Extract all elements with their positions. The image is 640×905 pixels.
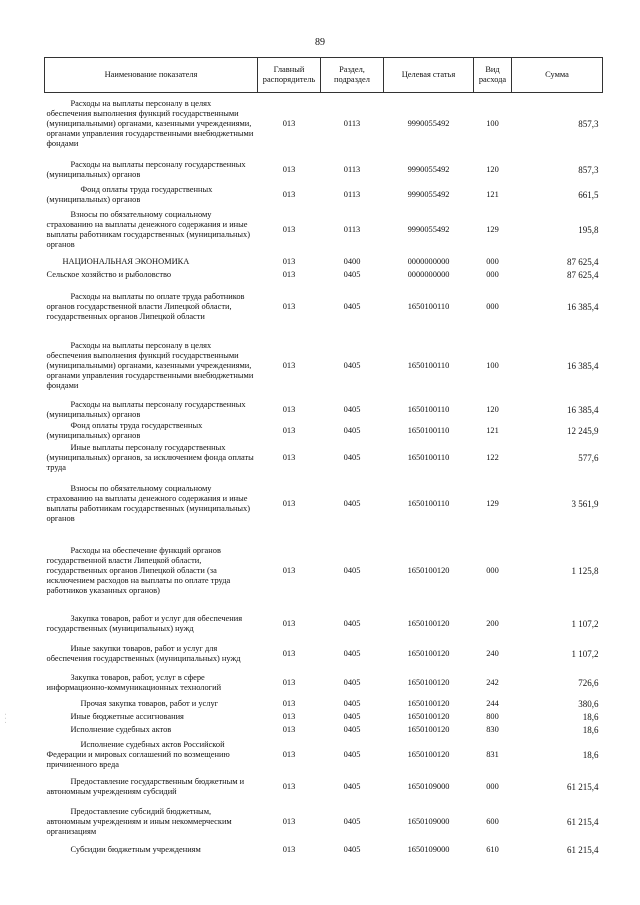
row-sum: 380,6 [578,698,599,709]
row-name: Сельское хозяйство и рыболовство [46,269,172,279]
row-name: Прочая закупка товаров, работ и услуг [80,698,219,708]
row-section: 0113 [343,224,361,234]
row-target: 0000000000 [407,269,450,279]
row-sum: 61 215,4 [567,816,599,827]
row-name: Фонд оплаты труда государственных (муниципальных) органов [46,420,203,440]
table-row [45,773,603,801]
row-sum: 577,6 [578,452,599,463]
row-main-manager: 013 [282,224,296,234]
row-sum: 87 625,4 [567,269,599,280]
row-name: Исполнение судебных актов [70,724,172,734]
table-row [45,609,603,639]
row-target: 9990055492 [407,118,450,128]
row-sum: 3 561,9 [571,498,599,509]
row-name: Взносы по обязательному социальному страхованию на выплаты денежного содержания и иные выплаты работникам государственных (муниципальных) органов [46,483,251,523]
table-row [45,697,603,711]
row-target: 1650109000 [407,844,450,854]
row-name: Расходы на выплаты по оплате труда работников органов государственной власти Липецкой области, государственных органов Липецкой области [46,291,245,321]
row-name: Расходы на обеспечение функций органов государственной власти Липецкой области, государственных органов Липецкой области (за исключением расходов на выплаты по оплате труда работников указанных органов) [46,545,231,595]
table-row [45,185,603,205]
table-row [45,205,603,255]
table-row [45,399,603,421]
header-main-manager: Главный распорядитель [258,58,321,93]
row-name: Взносы по обязательному социальному страхованию на выплаты денежного содержания и иные выплаты работникам государственных (муниципальных) органов [46,209,251,249]
row-main-manager: 013 [282,118,296,128]
header-target: Целевая статья [384,58,474,93]
row-target: 1650100120 [407,698,450,708]
row-main-manager: 013 [282,711,296,721]
row-section: 0405 [343,565,361,575]
table-row [45,533,603,609]
row-name: Расходы на выплаты персоналу государственных (муниципальных) органов [46,399,246,419]
page-number: 89 [315,37,325,48]
row-sum: 857,3 [578,118,599,129]
row-type: 000 [486,781,499,791]
row-section: 0113 [343,189,361,199]
table-row [45,669,603,697]
row-type: 122 [486,452,499,462]
table-row [45,843,603,857]
row-type: 242 [486,677,499,687]
row-target: 1650100120 [407,677,450,687]
row-type: 129 [486,224,499,234]
row-main-manager: 013 [282,648,296,658]
row-target: 0000000000 [407,256,450,266]
row-main-manager: 013 [282,256,296,266]
table-row [45,255,603,269]
row-sum: 1 107,2 [571,648,599,659]
row-sum: 12 245,9 [567,425,599,436]
row-main-manager: 013 [282,749,296,759]
row-name: Расходы на выплаты персоналу в целях обеспечения выполнения функций государственными (муниципальными) органами, казенными учреждениями, органами управления государственными внебюджетными фондами [46,98,254,148]
row-section: 0405 [343,781,361,791]
row-sum: 16 385,4 [567,360,599,371]
row-type: 121 [486,189,499,199]
row-target: 1650100120 [407,618,450,628]
row-type: 000 [486,269,499,279]
row-target: 1650100120 [407,648,450,658]
row-type: 200 [486,618,499,628]
row-main-manager: 013 [282,816,296,826]
row-section: 0113 [343,118,361,128]
row-type: 120 [486,164,499,174]
row-name: Закупка товаров, работ и услуг для обеспечения государственных (муниципальных) нужд [46,613,243,633]
row-name: Иные выплаты персоналу государственных (муниципальных) органов, за исключением фонда оплаты труда [46,442,254,472]
row-type: 100 [486,118,499,128]
row-main-manager: 013 [282,404,296,414]
row-section: 0113 [343,164,361,174]
row-section: 0405 [343,844,361,854]
row-type: 600 [486,816,499,826]
row-target: 1650100120 [407,749,450,759]
row-type: 000 [486,565,499,575]
row-type: 240 [486,648,499,658]
row-type: 100 [486,360,499,370]
row-main-manager: 013 [282,425,296,435]
row-name: Предоставление субсидий бюджетным, автономным учреждениям и иным некоммерческим организациям [46,806,232,836]
row-name: Расходы на выплаты персоналу государственных (муниципальных) органов [46,159,246,179]
row-target: 1650100110 [407,498,450,508]
row-type: 120 [486,404,499,414]
row-section: 0405 [343,711,361,721]
row-type: 000 [486,301,499,311]
row-type: 000 [486,256,499,266]
row-sum: 195,8 [578,224,599,235]
table-row [45,281,603,333]
row-main-manager: 013 [282,618,296,628]
table-row [45,93,603,155]
row-section: 0405 [343,618,361,628]
row-type: 800 [486,711,499,721]
row-name: НАЦИОНАЛЬНАЯ ЭКОНОМИКА [62,256,190,266]
row-section: 0405 [343,425,361,435]
row-section: 0405 [343,301,361,311]
table-row [45,801,603,843]
row-sum: 61 215,4 [567,781,599,792]
row-name: Предоставление государственным бюджетным и автономным учреждениям субсидий [46,776,245,796]
row-section: 0405 [343,816,361,826]
table-row [45,723,603,737]
margin-stamp: · · · [2,713,10,724]
header-name: Наименование показателя [45,58,258,93]
table-row [45,333,603,399]
header-type: Вид расхода [474,58,512,93]
table-row [45,711,603,723]
row-section: 0405 [343,749,361,759]
table-row [45,421,603,441]
row-sum: 18,6 [582,749,599,760]
table-header-row [45,58,603,93]
row-sum: 1 125,8 [571,565,599,576]
budget-table [44,57,603,857]
row-target: 1650109000 [407,816,450,826]
row-sum: 857,3 [578,164,599,175]
table-row [45,475,603,533]
row-main-manager: 013 [282,677,296,687]
row-section: 0405 [343,452,361,462]
row-main-manager: 013 [282,724,296,734]
row-target: 1650100110 [407,360,450,370]
row-name: Иные бюджетные ассигнования [70,711,184,721]
table-row [45,639,603,669]
row-target: 1650100110 [407,301,450,311]
row-type: 121 [486,425,499,435]
row-target: 1650100110 [407,404,450,414]
row-section: 0405 [343,677,361,687]
row-main-manager: 013 [282,189,296,199]
row-type: 129 [486,498,499,508]
header-sum: Сумма [512,58,603,93]
table-row [45,737,603,773]
row-section: 0405 [343,724,361,734]
row-target: 9990055492 [407,189,450,199]
header-section: Раздел, подраздел [321,58,384,93]
row-type: 244 [486,698,499,708]
row-section: 0405 [343,698,361,708]
row-name: Расходы на выплаты персоналу в целях обеспечения выполнения функций государственными (муниципальными) органами, казенными учреждениями, органами управления государственными внебюджетными фондами [46,340,254,390]
row-target: 1650100110 [407,452,450,462]
row-target: 1650100120 [407,711,450,721]
row-type: 830 [486,724,499,734]
row-main-manager: 013 [282,360,296,370]
row-section: 0405 [343,360,361,370]
row-name: Исполнение судебных актов Российской Федерации и мировых соглашений по возмещению причиненного вреда [46,739,230,769]
row-main-manager: 013 [282,452,296,462]
row-sum: 16 385,4 [567,404,599,415]
row-main-manager: 013 [282,844,296,854]
row-section: 0405 [343,648,361,658]
table-row [45,269,603,281]
row-sum: 18,6 [582,724,599,735]
row-main-manager: 013 [282,269,296,279]
row-type: 831 [486,749,499,759]
row-section: 0400 [343,256,361,266]
row-main-manager: 013 [282,781,296,791]
row-main-manager: 013 [282,164,296,174]
row-target: 1650109000 [407,781,450,791]
row-target: 9990055492 [407,164,450,174]
row-target: 9990055492 [407,224,450,234]
row-main-manager: 013 [282,565,296,575]
row-sum: 18,6 [582,711,599,722]
row-sum: 61 215,4 [567,844,599,855]
table-row [45,155,603,185]
row-section: 0405 [343,498,361,508]
row-sum: 661,5 [578,189,599,200]
row-target: 1650100120 [407,724,450,734]
row-name: Субсидии бюджетным учреждениям [70,844,201,854]
row-main-manager: 013 [282,498,296,508]
row-main-manager: 013 [282,301,296,311]
row-target: 1650100110 [407,425,450,435]
row-target: 1650100120 [407,565,450,575]
row-sum: 1 107,2 [571,618,599,629]
row-sum: 16 385,4 [567,301,599,312]
row-section: 0405 [343,404,361,414]
row-name: Закупка товаров, работ, услуг в сфере информационно-коммуникационных технологий [46,672,222,692]
row-type: 610 [486,844,499,854]
row-sum: 726,6 [578,677,599,688]
row-sum: 87 625,4 [567,256,599,267]
table-row [45,441,603,475]
row-name: Иные закупки товаров, работ и услуг для обеспечения государственных (муниципальных) нужд [46,643,241,663]
row-name: Фонд оплаты труда государственных (муниципальных) органов [46,184,213,204]
row-main-manager: 013 [282,698,296,708]
row-section: 0405 [343,269,361,279]
